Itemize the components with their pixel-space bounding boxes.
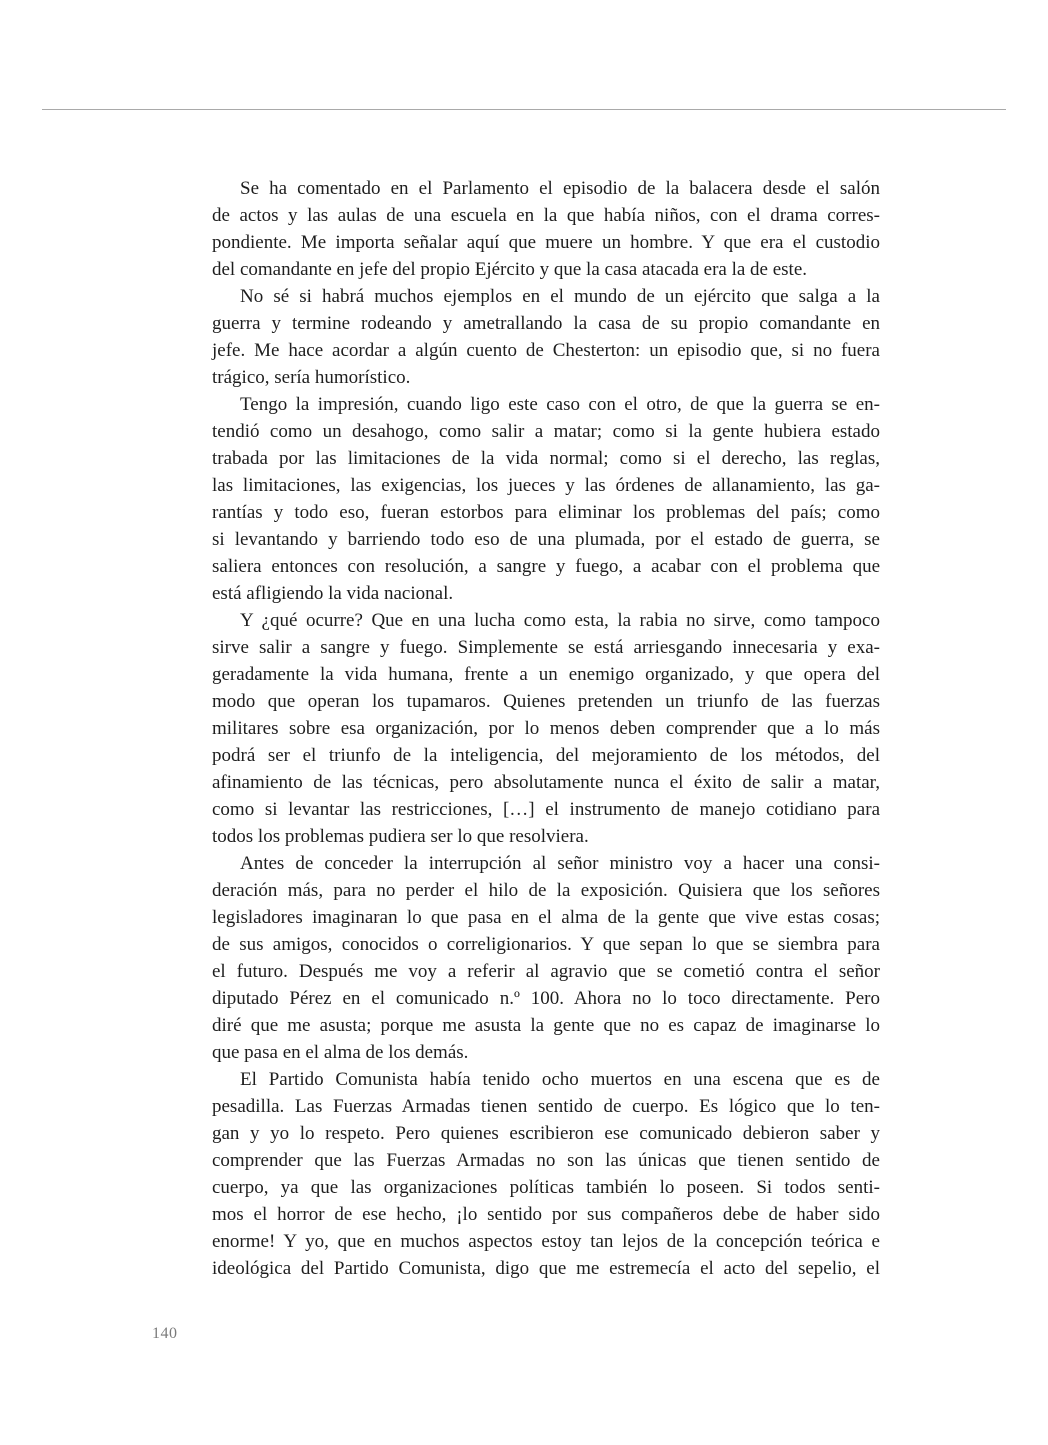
text-line: pondiente. Me importa señalar aquí que muere un hombre. Y que era el custodio [212,232,880,253]
text-line: Tengo la impresión, cuando ligo este caso con el otro, de que la guerra se en- [240,394,880,415]
page-number: 140 [152,1325,178,1342]
text-line: legisladores imaginaran lo que pasa en el alma de la gente que vive estas cosas; [212,907,880,928]
header-rule [42,109,1006,110]
text-line: del comandante en jefe del propio Ejército y que la casa atacada era la de este. [212,259,808,280]
text-line: ideológica del Partido Comunista, digo que me estremecía el acto del sepelio, el [212,1258,880,1279]
paragraph [212,175,880,283]
text-line: deración más, para no perder el hilo de la exposición. Quisiera que los señores [212,880,880,901]
body-text [212,175,880,1282]
text-line: tendió como un desahogo, como salir a matar; como si la gente hubiera estado [212,421,880,442]
text-line: sirve salir a sangre y fuego. Simplemente se está arriesgando innecesaria y exa- [212,637,880,658]
paragraph [212,607,880,850]
text-line: cuerpo, ya que las organizaciones políticas también lo poseen. Si todos senti- [212,1177,880,1198]
text-line: guerra y termine rodeando y ametrallando la casa de su propio comandante en [212,313,880,334]
text-line: Antes de conceder la interrupción al señor ministro voy a hacer una consi- [240,853,880,874]
paragraph [212,283,880,391]
text-line: geradamente la vida humana, frente a un enemigo organizado, y que opera del [212,664,880,685]
paragraph [212,391,880,607]
text-line: diputado Pérez en el comunicado n.º 100. Ahora no lo toco directamente. Pero [212,988,880,1009]
text-line: si levantando y barriendo todo eso de una plumada, por el estado de guerra, se [212,529,880,550]
text-line: rantías y todo eso, fueran estorbos para eliminar los problemas del país; como [212,502,880,523]
text-line: todos los problemas pudiera ser lo que resolviera. [212,826,589,847]
text-line: enorme! Y yo, que en muchos aspectos estoy tan lejos de la concepción teórica e [212,1231,880,1252]
text-line: modo que operan los tupamaros. Quienes pretenden un triunfo de las fuerzas [212,691,880,712]
paragraph [212,850,880,1066]
text-line: comprender que las Fuerzas Armadas no son las únicas que tienen sentido de [212,1150,880,1171]
text-line: que pasa en el alma de los demás. [212,1042,469,1063]
paragraph [212,1066,880,1282]
text-line: como si levantar las restricciones, […] el instrumento de manejo cotidiano para [212,799,880,820]
text-line: jefe. Me hace acordar a algún cuento de Chesterton: un episodio que, si no fuera [212,340,880,361]
text-line: Y ¿qué ocurre? Que en una lucha como esta, la rabia no sirve, como tampoco [240,610,880,631]
text-line: de actos y las aulas de una escuela en la que había niños, con el drama corres- [212,205,880,226]
text-line: afinamiento de las técnicas, pero absolutamente nunca el éxito de salir a matar, [212,772,880,793]
text-line: pesadilla. Las Fuerzas Armadas tienen sentido de cuerpo. Es lógico que lo ten- [212,1096,880,1117]
text-line: saliera entonces con resolución, a sangre y fuego, a acabar con el problema que [212,556,880,577]
text-line: militares sobre esa organización, por lo menos deben comprender que a lo más [212,718,880,739]
text-line: de sus amigos, conocidos o correligionarios. Y que sepan lo que se siembra para [212,934,880,955]
text-line: diré que me asusta; porque me asusta la gente que no es capaz de imaginarse lo [212,1015,880,1036]
text-line: Se ha comentado en el Parlamento el episodio de la balacera desde el salón [240,178,880,199]
text-line: No sé si habrá muchos ejemplos en el mundo de un ejército que salga a la [240,286,880,307]
text-line: trabada por las limitaciones de la vida normal; como si el derecho, las reglas, [212,448,880,469]
text-line: gan y yo lo respeto. Pero quienes escribieron ese comunicado debieron saber y [212,1123,880,1144]
text-line: el futuro. Después me voy a referir al agravio que se cometió contra el señor [212,961,880,982]
text-line: podrá ser el triunfo de la inteligencia, del mejoramiento de los métodos, del [212,745,880,766]
text-line: trágico, sería humorístico. [212,367,411,388]
text-line: mos el horror de ese hecho, ¡lo sentido por sus compañeros debe de haber sido [212,1204,880,1225]
text-line: El Partido Comunista había tenido ocho muertos en una escena que es de [240,1069,880,1090]
text-line: está afligiendo la vida nacional. [212,583,454,604]
text-line: las limitaciones, las exigencias, los jueces y las órdenes de allanamiento, las ga- [212,475,880,496]
